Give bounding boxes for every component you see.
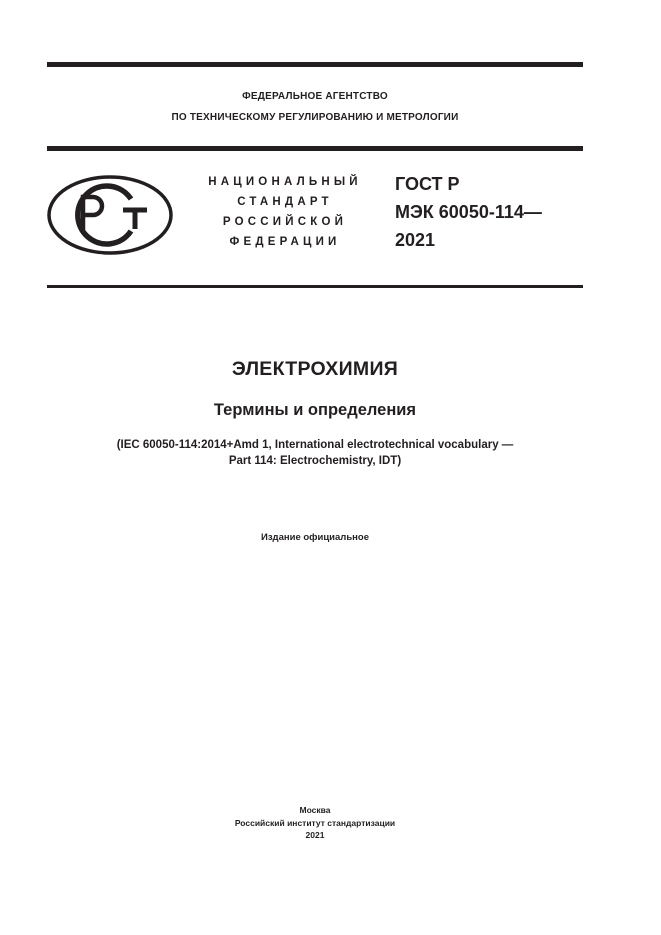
reference-line-1: (IEC 60050-114:2014+Amd 1, International electrotechnical vocabulary — — [116, 439, 514, 451]
header-divider-rule — [47, 146, 583, 151]
national-standard-line-1: НАЦИОНАЛЬНЫЙ — [208, 176, 362, 188]
international-reference — [47, 437, 583, 469]
agency-line-2: ПО ТЕХНИЧЕСКОМУ РЕГУЛИРОВАНИЮ И МЕТРОЛОГИИ — [171, 112, 459, 123]
document-title: ЭЛЕКТРОХИМИЯ — [231, 358, 399, 380]
standard-designation — [395, 170, 542, 254]
rst-logo-icon — [47, 175, 173, 255]
top-rule — [47, 62, 583, 67]
agency-line-1: ФЕДЕРАЛЬНОЕ АГЕНТСТВО — [242, 91, 388, 102]
edition-note: Издание официальное — [261, 532, 369, 543]
designation-line-2: МЭК 60050-114— — [395, 202, 542, 222]
imprint — [47, 804, 583, 842]
designation-bottom-rule — [47, 285, 583, 288]
national-standard-line-2: СТАНДАРТ — [237, 196, 333, 208]
national-standard-line-3: РОССИЙСКОЙ — [222, 216, 348, 228]
designation-line-3: 2021 — [395, 230, 436, 250]
document-subtitle: Термины и определения — [213, 401, 417, 419]
imprint-year: 2021 — [305, 830, 325, 840]
national-standard-caption — [200, 172, 370, 252]
national-standard-line-4: ФЕДЕРАЦИИ — [229, 236, 341, 248]
designation-line-1: ГОСТ Р — [395, 174, 460, 194]
imprint-city: Москва — [299, 805, 331, 815]
reference-line-2: Part 114: Electrochemistry, IDT) — [228, 455, 402, 467]
imprint-publisher: Российский институт стандартизации — [234, 817, 396, 828]
